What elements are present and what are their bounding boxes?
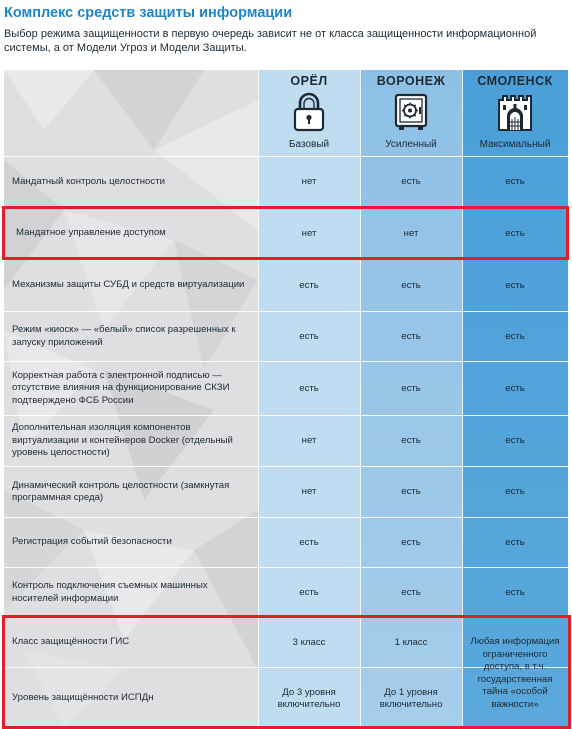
row-label: Динамический контроль целостности (замкнутая программная среда): [12, 479, 230, 503]
cell-smolensk: есть: [505, 536, 525, 548]
cell-orel: До 3 уровня включительно: [277, 686, 341, 710]
table-row: [4, 567, 568, 617]
row-label: Мандатный контроль целостности: [12, 175, 165, 187]
column-level: Базовый: [288, 139, 330, 150]
cell-orel: есть: [299, 330, 319, 342]
table-row: [4, 466, 568, 517]
cell-voronezh: 1 класс: [394, 636, 428, 648]
row-label: Мандатное управление доступом: [16, 227, 166, 239]
fortress-icon: [497, 92, 533, 132]
row-label: Дополнительная изоляция компонентов виртуализации и контейнеров Docker (отдельный уровень целостности): [12, 422, 233, 459]
cell-voronezh: есть: [401, 486, 421, 497]
cell-orel: нет: [301, 486, 317, 497]
cell-voronezh: нет: [403, 227, 419, 239]
cell-voronezh: До 1 уровня включительно: [379, 686, 443, 710]
lock-icon: [291, 92, 327, 132]
cell-smolensk-classification: Любая информация ограниченного доступа, в т.ч. государственная тайна «особой важности»: [470, 636, 560, 710]
cell-orel: есть: [299, 536, 319, 548]
cell-smolensk: есть: [505, 586, 525, 598]
safe-icon: [393, 92, 429, 132]
cell-orel: нет: [301, 227, 317, 239]
cell-voronezh: есть: [401, 586, 421, 598]
row-label: Регистрация событий безопасности: [12, 536, 172, 548]
cell-voronezh: есть: [401, 435, 421, 446]
cell-smolensk: есть: [505, 176, 525, 187]
row-label: Класс защищённости ГИС: [12, 636, 130, 648]
column-level: Максимальный: [479, 139, 551, 150]
row-label: Режим «киоск» — «белый» список разрешенных к запуску приложений: [12, 324, 236, 348]
column-name: ОРЁЛ: [290, 74, 328, 88]
cell-voronezh: есть: [401, 279, 421, 291]
page-subtitle: Выбор режима защищенности в первую очередь зависит не от класса защищенности информационной системы, а от Модели Угроз и Модели Защиты.: [4, 28, 537, 54]
cell-smolensk: есть: [505, 330, 525, 342]
column-header-orel: [258, 70, 360, 156]
row-label: Контроль подключения съемных машинных носителей информации: [12, 580, 208, 604]
cell-voronezh: есть: [401, 176, 421, 187]
page-title: Комплекс средств защиты информации: [4, 5, 293, 21]
table-row: [4, 207, 568, 259]
row-label: Корректная работа с электронной подписью — отсутствие влияния на функционирование СКЗИ подтверждено ФСБ России: [12, 369, 230, 406]
cell-orel: 3 класс: [292, 636, 326, 648]
table-row: [4, 517, 568, 567]
table-row: [4, 156, 568, 207]
cell-smolensk: есть: [505, 435, 525, 446]
table-row: [4, 415, 568, 466]
cell-orel: есть: [299, 382, 319, 394]
cell-orel: есть: [299, 586, 319, 598]
table-row: [4, 311, 568, 361]
cell-smolensk: есть: [505, 382, 525, 394]
cell-orel: нет: [301, 176, 317, 187]
cell-smolensk: есть: [505, 486, 525, 497]
column-header-voronezh: [360, 70, 462, 156]
cell-smolensk: есть: [505, 227, 525, 239]
row-label: Уровень защищённости ИСПДн: [12, 692, 154, 704]
cell-voronezh: есть: [401, 536, 421, 548]
cell-orel: нет: [301, 435, 317, 446]
column-name: ВОРОНЕЖ: [376, 74, 446, 88]
table-row: [4, 259, 568, 311]
comparison-table: [4, 70, 568, 729]
cell-voronezh: есть: [401, 330, 421, 342]
table-row: [4, 361, 568, 415]
column-header-smolensk: [462, 70, 568, 156]
cell-voronezh: есть: [401, 382, 421, 394]
cell-smolensk: есть: [505, 279, 525, 291]
row-label: Механизмы защиты СУБД и средств виртуализации: [12, 279, 245, 291]
column-name: СМОЛЕНСК: [477, 74, 553, 88]
cell-orel: есть: [299, 279, 319, 291]
column-level: Усиленный: [385, 139, 437, 150]
